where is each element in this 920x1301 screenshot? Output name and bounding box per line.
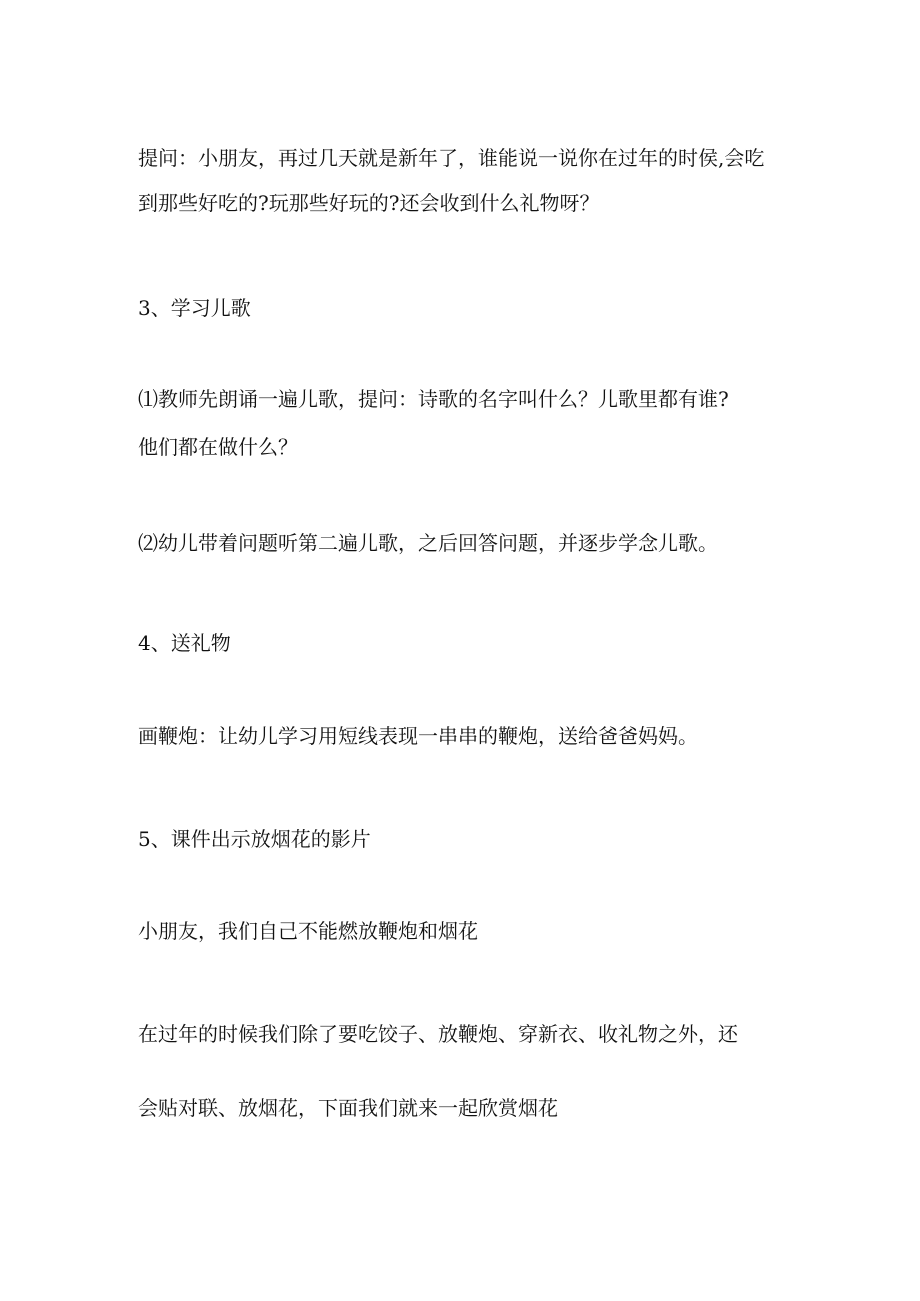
paragraph-new-year-line-2: 会贴对联、放烟花，下面我们就来一起欣赏烟花	[138, 1096, 558, 1120]
paragraph-safety-note: 小朋友，我们自己不能燃放鞭炮和烟花	[138, 919, 478, 943]
section-heading-4: 4、送礼物	[138, 631, 231, 655]
paragraph-new-year-line-1: 在过年的时候我们除了要吃饺子、放鞭炮、穿新衣、收礼物之外，还	[138, 1022, 738, 1046]
paragraph-question-line-2: 到那些好吃的?玩那些好玩的?还会收到什么礼物呀？	[138, 191, 600, 215]
paragraph-step-1-line-2: 他们都在做什么？	[138, 435, 298, 459]
section-heading-3: 3、学习儿歌	[138, 296, 251, 320]
section-heading-5: 5、课件出示放烟花的影片	[138, 827, 371, 851]
paragraph-step-1-line-1: ⑴教师先朗诵一遍儿歌，提问：诗歌的名字叫什么？儿歌里都有谁?	[138, 387, 729, 411]
paragraph-step-2: ⑵幼儿带着问题听第二遍儿歌，之后回答问题，并逐步学念儿歌。	[138, 531, 718, 555]
paragraph-question-line-1: 提问：小朋友，再过几天就是新年了，谁能说一说你在过年的时侯,会吃	[138, 146, 765, 170]
paragraph-draw-firecrackers: 画鞭炮：让幼儿学习用短线表现一串串的鞭炮，送给爸爸妈妈。	[138, 724, 698, 748]
